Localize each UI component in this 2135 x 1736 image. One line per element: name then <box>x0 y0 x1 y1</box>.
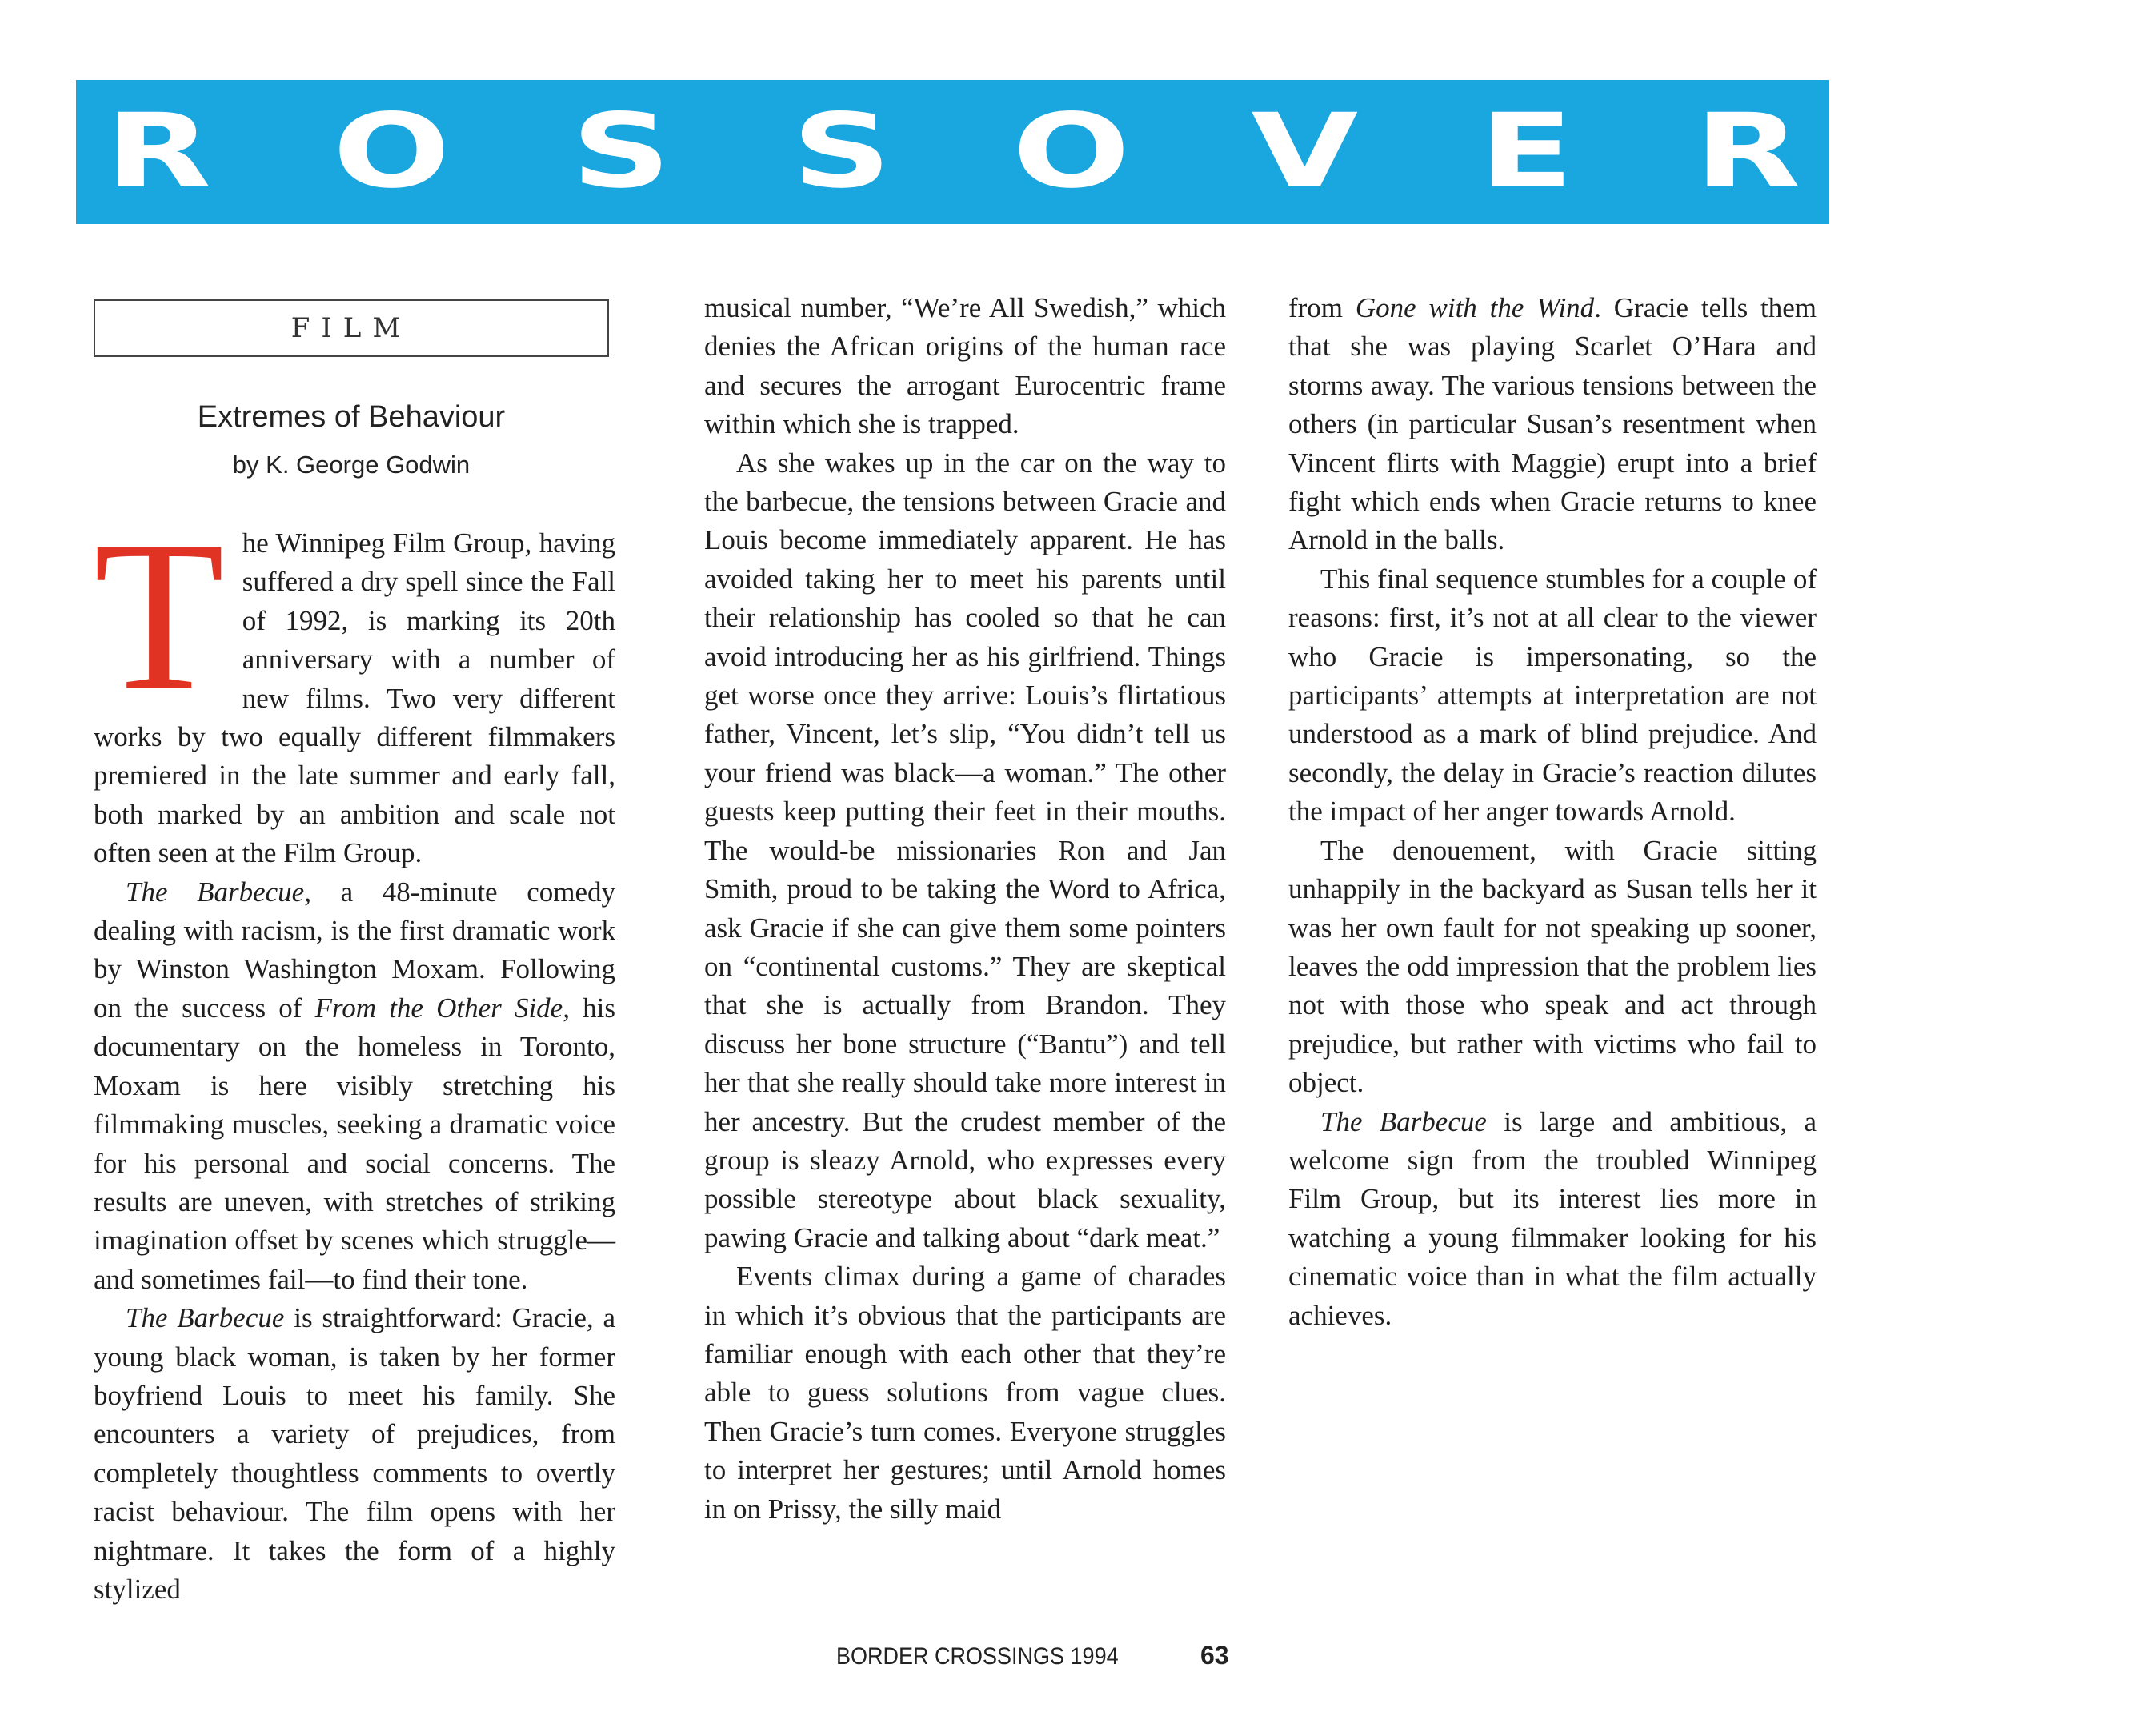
banner-letter: E <box>1479 92 1574 211</box>
article-headline: Extremes of Behaviour <box>197 400 506 434</box>
banner-letter: S <box>791 92 892 211</box>
footer-publication: BORDER CROSSINGS 1994 <box>836 1643 1119 1670</box>
banner-title <box>0 80 2135 224</box>
paragraph <box>94 496 615 873</box>
film-title: The Barbecue <box>1320 1105 1487 1137</box>
paragraph-text: , his documentary on the homeless in Toronto, Moxam is here visibly stretching his filmmaking muscles, seeking a dramatic voice for his personal and social concerns. The results are uneven, with stretches of striking imagination offset by scenes which struggle—and sometimes fail—to find their tone. <box>94 992 615 1295</box>
paragraph-text: , a 48-minute comedy dealing with racism, is the first dramatic work by Winston Washington Moxam. Following on the success of <box>94 876 615 1024</box>
paragraph-text: from <box>1288 292 1356 323</box>
film-title: The Barbecue <box>126 1302 285 1334</box>
drop-cap: T <box>94 496 225 734</box>
paragraph-text: is large and ambitious, a welcome sign from the troubled Winnipeg Film Group, but its interest lies more in watching a young filmmaker looking for his cinematic voice than in what the film actually achieves. <box>1288 1105 1817 1331</box>
paragraph: musical number, “We’re All Swedish,” which denies the African origins of the human race and secures the arrogant Eurocentric frame within which she is trapped. <box>704 292 1226 440</box>
banner-letter: R <box>105 92 212 211</box>
paragraph <box>94 873 615 1299</box>
column-1 <box>94 496 616 1609</box>
paragraph: Events climax during a game of charades in which it’s obvious that the participants are familiar enough with each other that they’re able to guess solutions from vague clues. Then Gracie’s turn comes. Everyone struggles to interpret her gestures; until Arnold homes in on Prissy, the silly maid <box>704 1261 1226 1525</box>
banner-letter: V <box>1251 92 1359 211</box>
paragraph: This final sequence stumbles for a couple of reasons: first, it’s not at all clear to the viewer who Gracie is impersonating, so the participants’ attempts at interpretation are not understood as a mark of blind prejudice. And secondly, the delay in Gracie’s reaction dilutes the impact of her anger towards Arnold. <box>1288 563 1817 828</box>
page-number: 63 <box>1200 1641 1229 1670</box>
banner-letter: O <box>1012 92 1131 211</box>
paragraph-text: . Gracie tells them that she was playing Scarlet O’Hara and storms away. The various tensions between the others (in particular Susan’s resentment when Vincent flirts with Maggie) erupt into a brief fight which ends when Gracie returns to knee Arnold in the balls. <box>1288 292 1817 556</box>
paragraph-text: is straightforward: Gracie, a young black woman, is taken by her former boyfriend Louis to meet his family. She encounters a variety of prejudices, from completely thoughtless comments to overtly racist behaviour. The film opens with her nightmare. It takes the form of a highly stylized <box>94 1302 616 1605</box>
paragraph-text: he Winnipeg Film Group, having suffered a dry spell since the Fall of 1992, is marking its 20th anniversary with a number of new films. Two very different works by two equally different filmmakers premiered in the late summer and early fall, both marked by an ambition and scale not often seen at the Film Group. <box>94 527 615 869</box>
film-title: Gone with the Wind <box>1355 292 1595 323</box>
paragraph: As she wakes up in the car on the way to the barbecue, the tensions between Gracie and Louis become immediately apparent. He has avoided taking her to meet his parents until their relationship has cooled so that he can avoid introducing her as his girlfriend. Things get worse once they arrive: Louis’s flirtatious father, Vincent, let’s slip, “You didn’t tell us your friend was black—a woman.” The other guests keep putting their feet in their mouths. The would-be missionaries Ron and Jan Smith, proud to be taking the Word to Africa, ask Gracie if she can give them some pointers on “continental customs.” They are skeptical that she is actually from Brandon. They discuss her bone structure (“Bantu”) and tell her that she really should take more interest in her ancestry. But the crudest member of the group is sleazy Arnold, who expresses every possible stereotype about black sexuality, pawing Gracie and talking about “dark meat.” <box>704 447 1226 1253</box>
film-title: From the Other Side <box>314 992 563 1024</box>
article-byline: by K. George Godwin <box>232 451 471 479</box>
film-title: The Barbecue <box>126 876 305 908</box>
banner-letter: S <box>1921 92 2022 211</box>
paragraph <box>1288 1103 1817 1335</box>
column-3 <box>1288 289 1817 1335</box>
banner-letter: O <box>332 92 451 211</box>
banner-letter: R <box>1694 92 1801 211</box>
paragraph: The denouement, with Gracie sitting unhappily in the backyard as Susan tells her it was her own fault for not speaking up sooner, leaves the odd impression that the problem lies not with those who speak and act through prejudice, but rather with victims who fail to object. <box>1288 834 1817 1099</box>
banner-letter: S <box>571 92 671 211</box>
crossovers-banner <box>76 80 2022 224</box>
column-2 <box>704 289 1226 1529</box>
paragraph <box>94 1299 615 1609</box>
section-label: FILM <box>94 299 609 357</box>
paragraph <box>1288 289 1817 560</box>
